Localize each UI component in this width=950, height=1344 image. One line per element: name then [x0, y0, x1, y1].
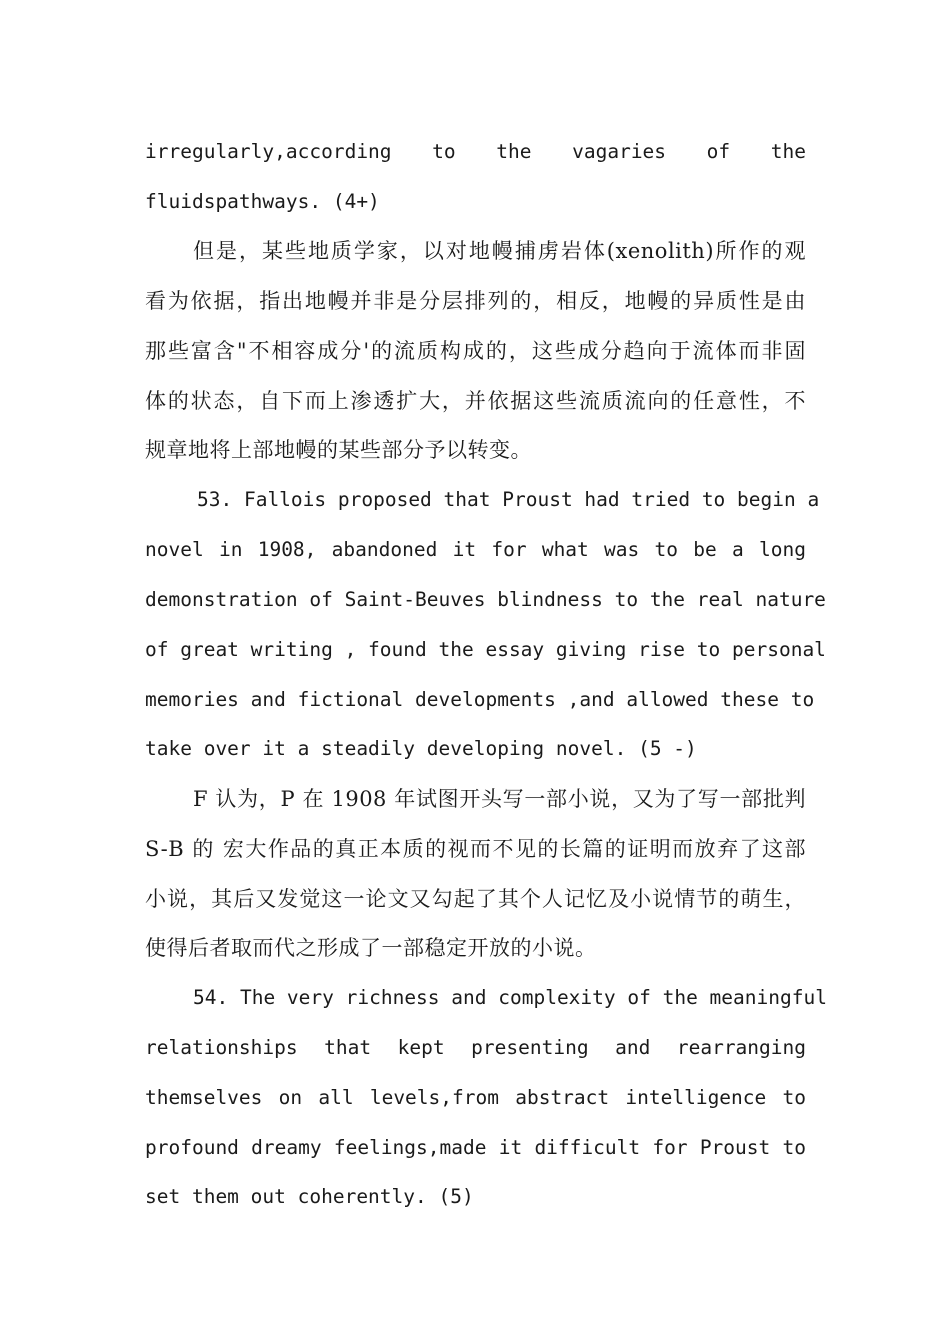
- text-line: set them out coherently. (5): [145, 1185, 474, 1208]
- text-line: themselves on all levels,from abstract intelligence to: [145, 1086, 806, 1109]
- text-line: 那些富含"不相容成分'的流质构成的，这些成分趋向于流体而非固: [145, 339, 806, 363]
- text-line: 但是，某些地质学家，以对地幔捕虏岩体(xenolith)所作的观: [193, 239, 806, 263]
- text-line: 体的状态，自下而上渗透扩大，并依据这些流质流向的任意性，不: [145, 389, 806, 413]
- text-line: profound dreamy feelings,made it difficult for Proust to: [145, 1136, 806, 1159]
- text-line: F 认为，P 在 1908 年试图开头写一部小说，又为了写一部批判: [193, 787, 806, 811]
- text-line: fluidspathways. (4+): [145, 190, 380, 213]
- text-line: 看为依据，指出地幔并非是分层排列的，相反，地幔的异质性是由: [145, 289, 806, 313]
- text-line: of great writing , found the essay giving rise to personal: [145, 638, 826, 661]
- text-line: demonstration of Saint-Beuves blindness to the real nature: [145, 588, 826, 611]
- text-line: 54. The very richness and complexity of the meaningful: [193, 986, 827, 1009]
- text-line: take over it a steadily developing novel. (5 -): [145, 737, 697, 760]
- text-line: memories and fictional developments ,and allowed these to: [145, 688, 815, 711]
- text-line: relationships that kept presenting and rearranging: [145, 1036, 806, 1059]
- text-line: 使得后者取而代之形成了一部稳定开放的小说。: [145, 936, 597, 960]
- text-line: 规章地将上部地幔的某些部分予以转变。: [145, 438, 532, 462]
- text-line: irregularly,according to the vagaries of the: [145, 140, 806, 163]
- text-line: 小说，其后又发觉这一论文又勾起了其个人记忆及小说情节的萌生，: [145, 887, 806, 911]
- text-line: 53. Fallois proposed that Proust had tried to begin a: [197, 488, 820, 511]
- text-line: novel in 1908, abandoned it for what was to be a long: [145, 538, 806, 561]
- text-line: S-B 的 宏大作品的真正本质的视而不见的长篇的证明而放弃了这部: [145, 837, 806, 861]
